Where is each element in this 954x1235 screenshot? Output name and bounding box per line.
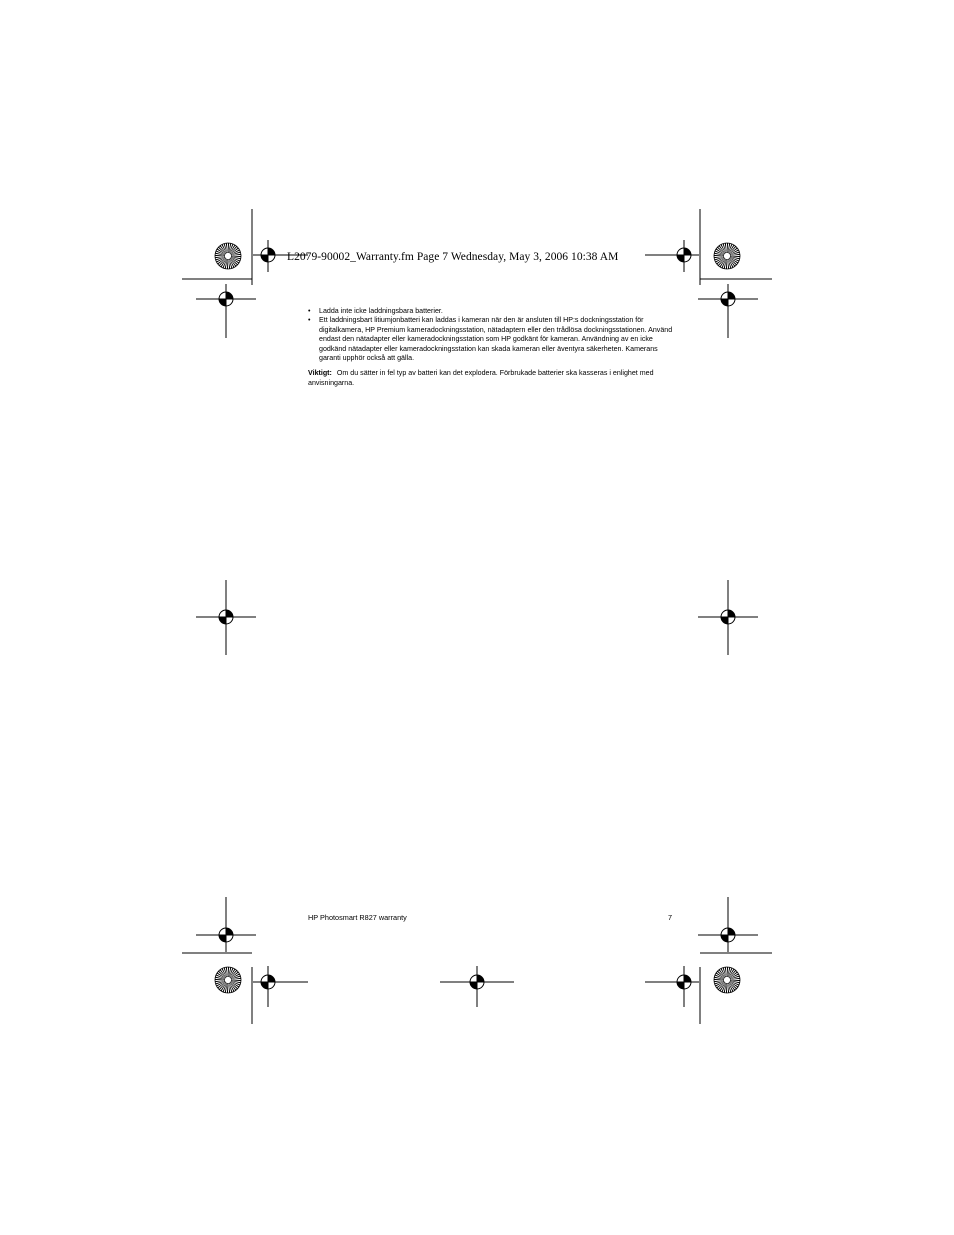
important-note <box>308 369 680 388</box>
star-target-icon <box>215 243 241 269</box>
list-item: • Ladda inte icke laddningsbara batterier. <box>308 307 680 316</box>
bullet-list <box>308 307 680 363</box>
star-target-icon <box>215 967 241 993</box>
page-number: 7 <box>668 913 673 922</box>
note-text: Om du sätter in fel typ av batteri kan det explodera. Förbrukade batterier ska kasseras i enlighet med anvisningarna. <box>308 369 654 387</box>
file-slug-header: L2079-90002_Warranty.fm Page 7 Wednesday, May 3, 2006 10:38 AM <box>287 251 619 263</box>
body-content <box>308 307 680 388</box>
star-target-icon <box>714 967 740 993</box>
star-target-icon <box>714 243 740 269</box>
list-item: • Ett laddningsbart litiumjonbatteri kan laddas i kameran när den är ansluten till HP:s dockningsstation för digitalkamera, HP Premium kameradockningsstation, nätadaptern eller den trådlösa dockningsstationen. Använd endast den nätadapter eller kameradockningsstation som HP godkänt för kameran. Användning av en icke godkänd nätadapter eller kameradockningsstation kan skada kameran eller äventyra säkerheten. Kamerans garanti upphör också att gälla. <box>308 316 680 363</box>
footer-title: HP Photosmart R827 warranty <box>308 913 407 922</box>
note-label: Viktigt: <box>308 369 332 378</box>
